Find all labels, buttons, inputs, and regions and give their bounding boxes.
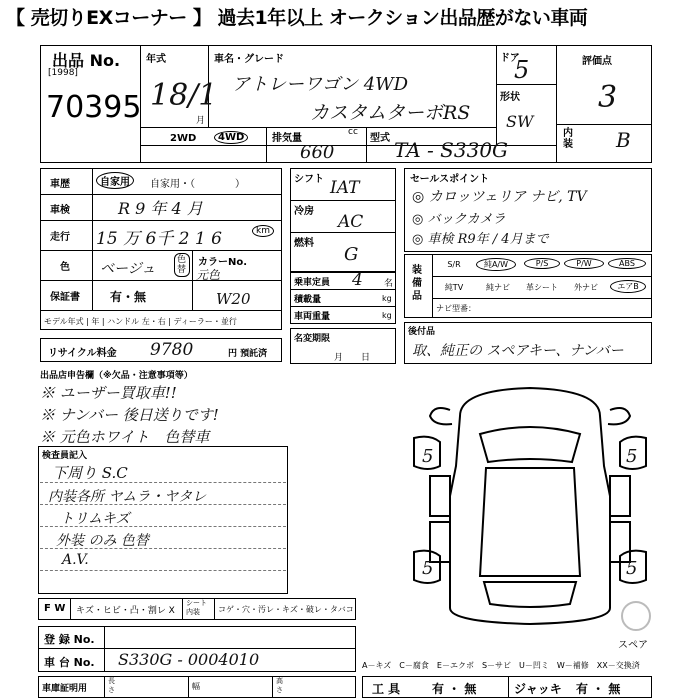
color-value: ベージュ	[100, 261, 156, 277]
equip-tv: 純TV	[444, 283, 464, 292]
inspector-line3: トリムキズ	[60, 511, 130, 527]
load-label: 積載量	[294, 295, 322, 305]
inspector-line4: 外装 のみ 色替	[56, 533, 149, 549]
equipment-label: 装備品	[412, 265, 422, 302]
name-change-unit: 月 日	[334, 353, 371, 363]
sales-line1: ◎ カロッツェリア ナビ, TV	[412, 189, 587, 205]
color-change: 色替	[174, 253, 190, 277]
recycle-label: リサイクル料金	[48, 348, 117, 359]
equip-airbag: エアB	[610, 280, 646, 293]
name-label: 車名・グレード	[214, 54, 284, 65]
shape-label: 形状	[500, 92, 520, 103]
fw-value: キズ・ヒビ・凸・割レ X	[76, 606, 175, 616]
notes-line2: ※ ナンバー 後日送りです!	[40, 406, 219, 424]
cc-unit: cc	[348, 127, 358, 137]
tools-label: 工 具	[372, 682, 401, 696]
mileage-label: 走行	[50, 232, 70, 243]
later-value: 取、純正の スペアキー、ナンバー	[412, 343, 624, 359]
equip-leather: 革シート	[526, 283, 558, 292]
score-label: 評価点	[582, 56, 612, 67]
color-orig: 元色	[196, 268, 221, 282]
warranty-value: 有・無	[110, 290, 147, 304]
recycle-value: 9780	[150, 340, 194, 360]
warranty-label: 保証書	[50, 292, 80, 303]
seat-value: コゲ・穴・汚レ・キズ・破レ・タバコ	[218, 605, 354, 614]
capacity-unit: 名	[384, 279, 394, 289]
spare-tire	[622, 602, 650, 630]
shape-value: SW	[506, 112, 534, 131]
seat-label: シート内装	[186, 599, 207, 616]
notes-line3: ※ 元色ホワイト 色替車	[40, 428, 210, 446]
name-change-label: 名変期限	[294, 334, 331, 344]
capacity-label: 乗車定員	[294, 278, 331, 288]
history-circled: 自家用	[96, 172, 134, 189]
name-line1: アトレーワゴン 4WD	[232, 74, 409, 95]
equip-power-window: P/W	[564, 258, 604, 269]
inspection-label: 車検	[50, 205, 70, 216]
weight-unit: kg	[382, 311, 392, 320]
equip-navi: 純ナビ	[486, 283, 510, 292]
sales-line2: ◎ バックカメラ	[412, 212, 506, 227]
chassis-label: 車 台 No.	[44, 656, 95, 669]
cc-value: 660	[300, 142, 335, 163]
notes-line1: ※ ユーザー買取車!!	[40, 384, 177, 402]
spare-label: スペア	[618, 640, 648, 651]
reg-label: 登 録 No.	[44, 633, 95, 646]
inspection-value: R 9 年 4 月	[118, 199, 203, 218]
equip-sr: S/R	[447, 260, 461, 269]
inspector-label: 検査員記入	[42, 451, 88, 461]
year-tag: [1998]	[48, 68, 78, 78]
weight-label: 車両重量	[294, 312, 331, 322]
mirror-left	[430, 408, 452, 424]
model-value: TA - S330G	[394, 138, 509, 162]
fw-label: F W	[44, 603, 66, 614]
cert-height: 高さ	[276, 677, 283, 694]
year-value: 18/1	[150, 78, 218, 113]
mirror-right	[608, 408, 630, 424]
page-title: 【 売切りEXコーナー 】 過去1年以上 オークション出品歴がない車両	[6, 7, 588, 29]
name-line2: カスタムターボRS	[310, 102, 471, 124]
door-left-front	[430, 476, 450, 516]
color-no-value: W20	[216, 290, 251, 308]
tire-rl-value: 5	[422, 558, 434, 579]
equip-ext-navi: 外ナビ	[574, 283, 598, 292]
history-label: 車歴	[50, 179, 70, 190]
color-no-label: カラーNo.	[198, 257, 248, 268]
load-unit: kg	[382, 294, 392, 303]
fuel-label: 燃料	[294, 238, 314, 249]
score-value: 3	[598, 80, 618, 115]
car-windshield	[480, 427, 580, 462]
cert-label: 車庫証明用	[42, 684, 88, 694]
inspector-line5: A.V.	[62, 552, 89, 568]
inspector-line2: 内装各所 ヤムラ・ヤタレ	[48, 489, 207, 505]
recycle-unit: 円 預託済	[228, 349, 268, 359]
color-label: 色	[60, 262, 70, 273]
equip-power-steering: P/S	[524, 258, 560, 269]
cc-label: 排気量	[272, 133, 302, 144]
jack-label: ジャッキ	[514, 682, 562, 696]
lot-label: 出品 No.	[52, 51, 121, 70]
jack-value: 有 ・ 無	[576, 682, 621, 696]
drive-2wd: 2WD	[170, 133, 197, 144]
car-roof	[480, 468, 580, 576]
ac-value: AC	[338, 212, 364, 232]
interior-value: B	[616, 128, 631, 152]
cert-length: 長さ	[108, 677, 115, 694]
sales-label: セールスポイント	[410, 174, 490, 185]
tire-fl-value: 5	[422, 446, 434, 467]
damage-legend: A－キズ C－腐食 E－エクボ S－サビ U－凹ミ W－補修 XX－交換済	[362, 661, 640, 670]
fuel-value: G	[344, 244, 359, 265]
equip-abs: ABS	[608, 258, 646, 269]
year-label: 年式	[146, 54, 166, 65]
door-right-front	[610, 476, 630, 516]
ac-label: 冷房	[294, 206, 314, 217]
shift-label: シフト	[294, 174, 324, 185]
chassis-value: S330G - 0004010	[118, 650, 260, 669]
inspector-line1: 下周り S.C	[52, 464, 128, 482]
cert-width: 幅	[192, 682, 200, 691]
tools-value: 有 ・ 無	[432, 682, 477, 696]
mileage-value: 15 万 6千 2 1 6	[96, 229, 222, 249]
lot-number: 70395	[46, 90, 142, 125]
history-value: 自家用・（ ）	[150, 179, 245, 190]
door-label: ドア	[500, 53, 520, 64]
tire-rr-value: 5	[626, 558, 638, 579]
tire-fr-value: 5	[626, 446, 638, 467]
capacity-value: 4	[352, 270, 363, 290]
car-damage-diagram	[400, 376, 660, 646]
model-label: 型式	[370, 133, 390, 144]
later-label: 後付品	[408, 327, 436, 337]
car-rear-window	[484, 582, 576, 607]
equip-alloy-wheel: 純A/W	[476, 258, 516, 271]
year-month: 月	[196, 116, 206, 126]
drive-4wd: 4WD	[214, 131, 248, 144]
navi-model-label: ナビ型番：	[436, 304, 476, 313]
notes-label: 出品店申告欄（※欠品・注意事項等）	[40, 371, 193, 381]
sales-line3: ◎ 車検 R9年 / 4月まで	[412, 232, 549, 247]
shift-value: IAT	[330, 178, 360, 198]
car-body-outline	[450, 388, 610, 624]
interior-label: 内装	[563, 128, 573, 150]
door-value: 5	[514, 56, 530, 84]
mileage-unit: km	[252, 225, 274, 237]
model-year-row: モデル年式 | 年 | ハンドル 左・右 | ディーラー・並行	[44, 317, 237, 326]
